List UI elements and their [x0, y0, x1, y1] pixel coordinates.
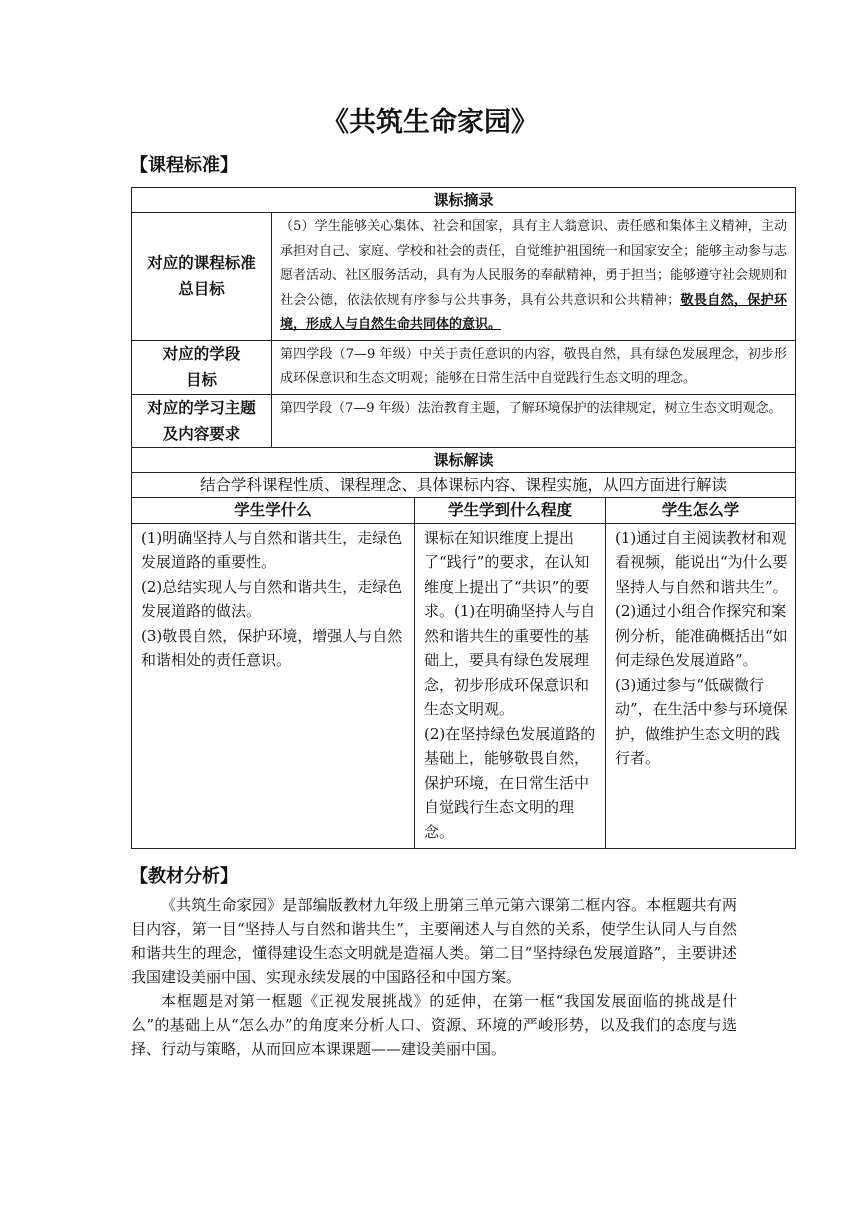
excerpt-header: 课标摘录: [132, 188, 796, 213]
analysis-paragraph: 本框题是对第一框题《正视发展挑战》的延伸，在第一框“我国发展面临的挑战是什么”的基础上从“怎么办”的角度来分析人口、资源、环境的严峻形势，以及我们的态度与选择、行动与策略，从而回应本课课题——建设美丽中国。: [131, 992, 737, 1058]
how-to-learn-cell: [606, 523, 796, 849]
list-item: 课标在知识维度上提出了“践行”的要求，在认知维度上提出了“共识”的要求。(1)在明确坚持人与自然和谐共生的重要性的基础上，要具有绿色发展理念，初步形成环保意识和生态文明观。: [424, 528, 596, 718]
list-item: (2)总结实现人与自然和谐共生，走绿色发展道路的做法。: [141, 577, 403, 620]
list-item: (1)明确坚持人与自然和谐共生，走绿色发展道路的重要性。: [141, 528, 403, 571]
column-header-degree: 学生学到什么程度: [415, 497, 606, 523]
row-label: 对应的学段 目标: [132, 340, 272, 394]
list-item: (1)通过自主阅读教材和观看视频，能说出“为什么要坚持人与自然和谐共生”。: [615, 528, 788, 596]
row-text: 第四学段（7—9 年级）法治教育主题，了解环境保护的法律规定，树立生态文明观念。: [272, 394, 796, 447]
table-row: [132, 394, 796, 447]
standard-table: [131, 187, 796, 849]
learning-degree-cell: [415, 523, 606, 849]
row-text: 第四学段（7—9 年级）中关于责任意识的内容，敬畏自然，具有绿色发展理念，初步形成环保意识和生态文明观；能够在日常生活中自觉践行生态文明的理念。: [272, 340, 796, 394]
table-row: [132, 213, 796, 341]
analysis-paragraph: 《共筑生命家园》是部编版教材九年级上册第三单元第六课第二框内容。本框题共有两目内容，第一目“坚持人与自然和谐共生”，主要阐述人与自然的关系，使学生认同人与自然和谐共生的理念，懂得建设生态文明就是造福人类。第二目“坚持绿色发展道路”，主要讲述我国建设美丽中国、实现永续发展的中国路径和中国方案。: [131, 896, 737, 986]
list-item: (3)通过参与“低碳微行动”，在生活中参与环境保护，做维护生态文明的践行者。: [615, 675, 788, 767]
analysis-body: [131, 893, 737, 1061]
list-item: (3)敬畏自然，保护环境，增强人与自然和谐相处的责任意识。: [141, 626, 403, 669]
interpretation-header: 课标解读: [132, 447, 796, 472]
column-header-how: 学生怎么学: [606, 497, 796, 523]
row-text: （5）学生能够关心集体、社会和国家，具有主人翁意识、责任感和集体主义精神，主动承担对自己、家庭、学校和社会的责任，自觉维护祖国统一和国家安全；能够主动参与志愿者活动、社区服务活动，具有为人民服务的奉献精神，勇于担当；能够遵守社会规则和社会公德，依法依规有序参与公共事务，具有公共意识和公共精神；敬畏自然，保护环境，形成人与自然生命共同体的意识。: [272, 213, 796, 341]
row-label: 对应的学习主题 及内容要求: [132, 394, 272, 447]
page-title: 《共筑生命家园》: [322, 107, 538, 138]
table-row: [132, 340, 796, 394]
column-header-what: 学生学什么: [132, 497, 415, 523]
interpretation-intro: 结合学科课程性质、课程理念、具体课标内容、课程实施，从四方面进行解读: [132, 472, 796, 497]
what-to-learn-cell: [132, 523, 415, 849]
row-label: 对应的课程标准 总目标: [132, 213, 272, 341]
textbook-analysis-heading: 【教材分析】: [130, 866, 238, 887]
emphasis-text: 敬畏自然，保护环境，形成人与自然生命共同体的意识。: [280, 292, 787, 332]
list-item: (2)在坚持绿色发展道路的基础上，能够敬畏自然，保护环境，在日常生活中自觉践行生态文明的理念。: [424, 724, 596, 841]
course-standard-heading: 【课程标准】: [130, 155, 238, 176]
list-item: (2)通过小组合作探究和案例分析，能准确概括出“如何走绿色发展道路”。: [615, 602, 788, 669]
